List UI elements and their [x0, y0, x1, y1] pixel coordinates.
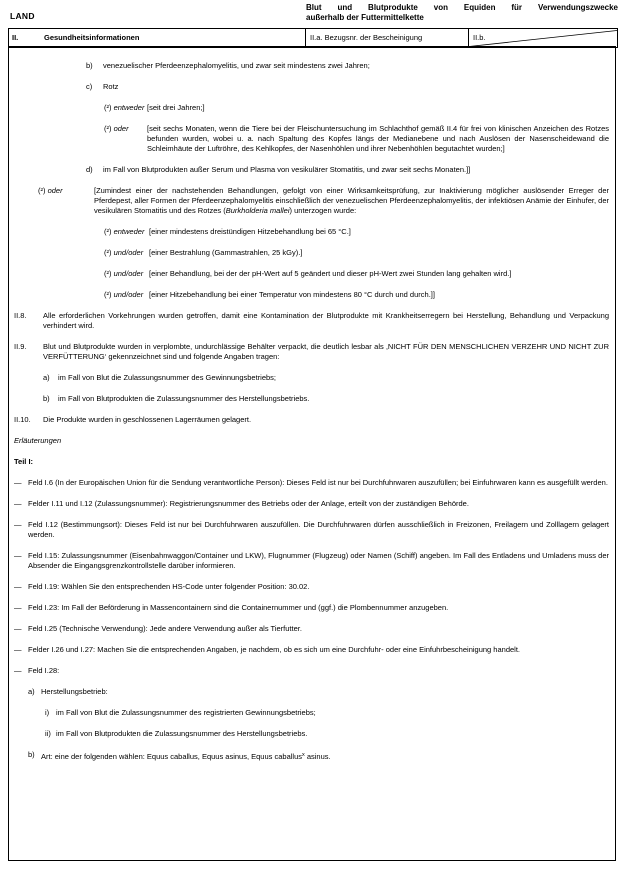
dash-bullet: —	[14, 603, 22, 612]
clause-text: im Fall von Blutprodukten außer Serum und Plasma von vesikulärer Stomatitis, und zwar seit sechs Monaten.]]	[103, 165, 471, 174]
option-text: [seit drei Jahren;]	[147, 103, 205, 112]
note-text: Feld I.25 (Technische Verwendung): Jede andere Verwendung außer als Tierfutter.	[28, 624, 302, 633]
clause-text: Die Produkte wurden in geschlossenen Lagerräumen gelagert.	[43, 415, 252, 424]
clause-label: c)	[86, 82, 93, 91]
footnote-ref: (²)	[38, 186, 46, 195]
dash-bullet: —	[14, 499, 22, 508]
clause-text: im Fall von Blutprodukten die Zulassungsnummer des Herstellungsbetriebs.	[56, 729, 308, 738]
clause-d	[86, 165, 609, 175]
clause-text	[41, 750, 609, 762]
clause-text: im Fall von Blut die Zulassungsnummer des registrierten Gewinnungsbetriebs;	[56, 708, 316, 717]
note-item-feld-i12	[14, 520, 609, 540]
note-item-felder-i26-i27	[14, 645, 609, 655]
notes-heading: Erläuterungen	[14, 436, 62, 445]
section-cell	[9, 29, 306, 47]
clause-label: d)	[86, 165, 93, 174]
clause-text: im Fall von Blutprodukten die Zulassungsnummer des Herstellungsbetriebs.	[58, 394, 310, 403]
note-i28-b	[28, 750, 609, 762]
option-text	[94, 186, 609, 216]
clause-c-option-oder	[104, 124, 609, 154]
clause-ii9-a	[43, 373, 609, 383]
note-item-feld-i19	[14, 582, 609, 592]
text-segment: ) unterzogen wurde:	[289, 206, 357, 215]
dash-bullet: —	[14, 551, 22, 560]
option-text: [einer Hitzebehandlung bei einer Temperatur von mindestens 80 °C durch und durch.]]	[149, 290, 435, 299]
section-number: II.	[12, 33, 19, 42]
treatment-option-undoder-3	[104, 290, 609, 300]
clause-ii9-b	[43, 394, 609, 404]
option-text: [einer mindestens dreistündigen Hitzebehandlung bei 65 °C.]	[149, 227, 351, 236]
footnote-ref: (²)	[104, 103, 112, 112]
clause-b	[86, 61, 609, 71]
note-text: Felder I.26 und I.27: Machen Sie die entsprechenden Angaben, je nachdem, ob es sich um eine Durchfuhr- oder eine Einfuhrbescheinigung handelt.	[28, 645, 520, 654]
health-info-header-row	[8, 28, 618, 48]
option-keyword: oder	[113, 124, 129, 133]
option-keyword: und/oder	[113, 269, 144, 278]
footnote-ref: (²)	[104, 290, 112, 299]
option-label	[104, 124, 147, 154]
clause-c	[86, 82, 609, 92]
note-item-feld-i6	[14, 478, 609, 488]
dash-bullet: —	[14, 520, 22, 529]
certificate-body	[8, 46, 616, 861]
clause-label: a)	[28, 687, 35, 696]
option-keyword: und/oder	[113, 248, 144, 257]
clause-label: i)	[45, 708, 50, 717]
note-i28-a-ii	[45, 729, 609, 739]
iib-diagonal-line	[469, 29, 617, 47]
document-title-line2: außerhalb der Futtermittelkette	[306, 13, 424, 22]
clause-text: Alle erforderlichen Vorkehrungen wurden getroffen, damit eine Kontamination der Blutprodukte mit Krankheitserregern bei Herstellung, Behandlung und Verpackung verhindert wird.	[43, 311, 609, 330]
option-keyword: und/oder	[113, 290, 144, 299]
note-item-feld-i23	[14, 603, 609, 613]
option-text: [einer Bestrahlung (Gammastrahlen, 25 kGy).]	[149, 248, 303, 257]
note-item-feld-i25	[14, 624, 609, 634]
text-segment: [Zumindest einer der nachstehenden Behandlungen, gefolgt von einer Wirksamkeitsprüfung, zur Inaktivierung möglicher auslösender Erreger der Pferdepest, aller Formen der Pferdeenzephalomyelitis einschließlich der venezuelischen Pferdeenzephalomyelitis, der infektiösen Anämie der Einhufer, der vesikulären Stomatitis und des Rotzes (	[94, 186, 609, 215]
clause-label: a)	[43, 373, 50, 382]
footnote-ref: (²)	[104, 227, 112, 236]
option-label	[104, 227, 149, 237]
text-segment: asinus.	[304, 752, 331, 761]
option-label	[38, 186, 94, 216]
treatment-option-undoder-1	[104, 248, 609, 258]
note-i28-a	[28, 687, 609, 697]
option-label	[104, 290, 149, 300]
clause-label: b)	[28, 750, 35, 759]
option-text: [einer Behandlung, bei der der pH-Wert auf 5 geändert und dieser pH-Wert zwei Stunden lang gehalten wird.]	[149, 269, 512, 278]
treatment-option-entweder	[104, 227, 609, 237]
clause-label: b)	[86, 61, 93, 70]
note-text: Feld I.15: Zulassungsnummer (Eisenbahnwaggon/Container und LKW), Flugnummer (Flugzeug) oder Namen (Schiff) angeben. Im Fall des Entladens und Umladens muss der Absender die Eingangsgrenzkontrollstelle darüber informieren.	[28, 551, 609, 570]
clause-number: II.9.	[14, 342, 27, 351]
clause-ii10	[14, 415, 609, 425]
dash-bullet: —	[14, 478, 22, 487]
note-text: Feld I.23: Im Fall der Beförderung in Massencontainern sind die Containernummer und (ggf.) die Plombennummer anzugeben.	[28, 603, 449, 612]
option-label	[104, 103, 147, 113]
clause-c-option-entweder	[104, 103, 609, 113]
option-keyword: entweder	[113, 227, 145, 236]
dash-bullet: —	[14, 582, 22, 591]
latin-species-name: Burkholderia mallei	[225, 206, 290, 215]
document-title	[306, 3, 618, 23]
clause-number: II.10.	[14, 415, 31, 424]
note-text: Feld I.19: Wählen Sie den entsprechenden HS-Code unter folgender Position: 30.02.	[28, 582, 310, 591]
dash-bullet: —	[14, 624, 22, 633]
option-label	[104, 248, 149, 258]
document-title-line1: Blut und Blutprodukte von Equiden für Verwendungszwecke	[306, 3, 618, 12]
reference-number-cell: II.a. Bezugsnr. der Bescheinigung	[306, 29, 469, 47]
note-i28-a-i	[45, 708, 609, 718]
note-text: Feld I.6 (In der Europäischen Union für die Sendung verantwortliche Person): Dieses Feld ist nur bei Durchfuhrwaren auszufüllen; bei Einfuhrwaren kann es ausgefüllt werden.	[28, 478, 608, 487]
part-one-heading: Teil I:	[14, 457, 34, 466]
note-text: Felder I.11 und I.12 (Zulassungsnummer): Registrierungsnummer des Betriebs oder der Anlage, erteilt von der zuständigen Behörde.	[28, 499, 469, 508]
clause-number: II.8.	[14, 311, 27, 320]
note-item-felder-i11-i12	[14, 499, 609, 509]
dash-bullet: —	[14, 666, 22, 675]
option-label	[104, 269, 149, 279]
clause-text: Blut und Blutprodukte wurden in verplombte, undurchlässige Behälter verpackt, die deutlich lesbar als ‚NICHT FÜR DEN MENSCHLICHEN VERZEHR UND NICHT ZUR VERFÜTTERUNG‘ gekennzeichnet sind und folgende Angaben tragen:	[43, 342, 609, 361]
option-keyword: oder	[47, 186, 63, 195]
note-item-feld-i28	[14, 666, 609, 676]
clause-label: ii)	[45, 729, 51, 738]
text-segment: Art: eine der folgenden wählen: Equus caballus, Equus asinus, Equus caballus	[41, 752, 303, 761]
clause-ii9	[14, 342, 609, 362]
section-title: Gesundheitsinformationen	[44, 33, 140, 42]
note-text: Feld I.12 (Bestimmungsort): Dieses Feld ist nur bei Durchfuhrwaren auszufüllen. Die Durchfuhrwaren dürfen ausschließlich in Freizonen, Freilagern und Zolllagern gelagert werden.	[28, 520, 609, 539]
option-text: [seit sechs Monaten, wenn die Tiere bei der Fleischuntersuchung im Schlachthof gemäß II.4 für frei von klinischen Anzeichen des Rotzes befunden wurden, wobei u. a. nach Spaltung des Kopfes längs der Medianebene und nach Auslösen der Nasenscheidewand die Schleimhäute der Luftröhre, des Kehlkopfes, der Nasenhöhlen und ihrer Nebenhöhlen begutachtet wurden;]	[147, 124, 609, 153]
clause-text: im Fall von Blut die Zulassungsnummer des Gewinnungsbetriebs;	[58, 373, 277, 382]
clause-label: b)	[43, 394, 50, 403]
footnote-ref: (²)	[104, 248, 112, 257]
clause-text: Rotz	[103, 82, 119, 91]
treatment-option-undoder-2	[104, 269, 609, 279]
note-item-feld-i15	[14, 551, 609, 571]
hybrid-cross-superscript: x	[302, 752, 305, 758]
footnote-ref: (²)	[104, 269, 112, 278]
clause-text: Herstellungsbetrieb:	[41, 687, 108, 696]
iib-cell	[469, 29, 617, 47]
land-label: LAND	[10, 11, 35, 21]
dash-bullet: —	[14, 645, 22, 654]
clause-ii8	[14, 311, 609, 331]
option-keyword: entweder	[113, 103, 145, 112]
iib-label: II.b.	[473, 33, 486, 42]
clause-text: venezuelischer Pferdeenzephalomyelitis, und zwar seit mindestens zwei Jahren;	[103, 61, 370, 70]
note-text: Feld I.28:	[28, 666, 60, 675]
treatment-oder-clause	[38, 186, 609, 216]
footnote-ref: (²)	[104, 124, 112, 133]
